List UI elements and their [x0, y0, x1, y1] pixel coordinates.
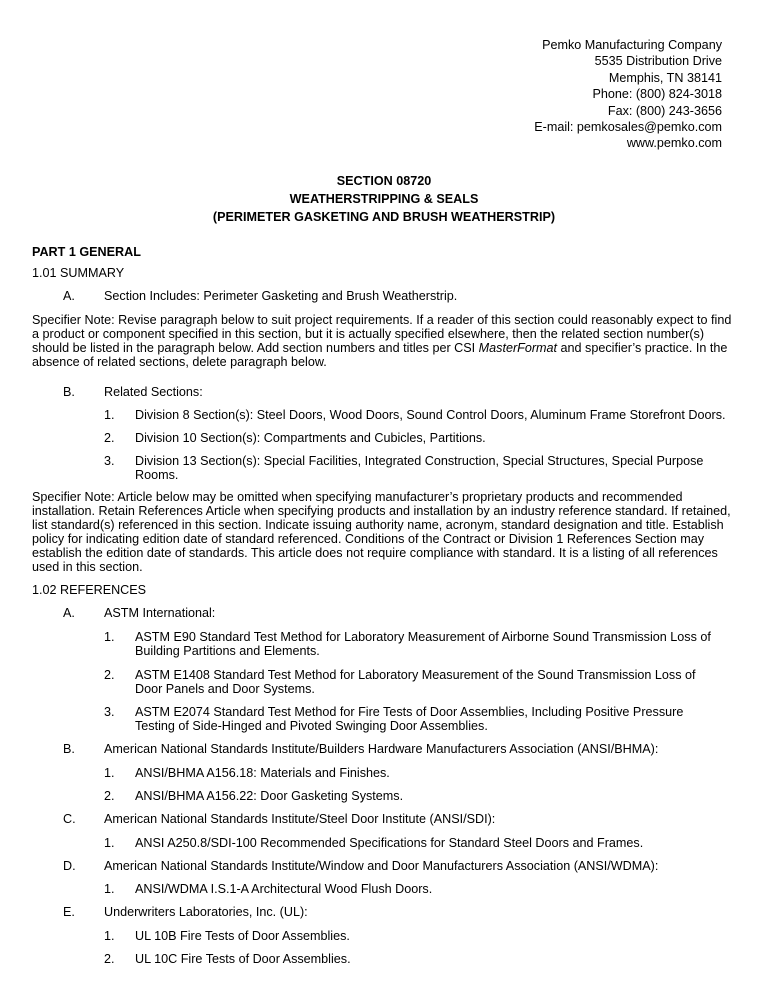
- item-text: Underwriters Laboratories, Inc. (UL):: [104, 905, 308, 919]
- subitem-text: UL 10C Fire Tests of Door Assemblies.: [135, 952, 351, 966]
- subitem-text: ANSI/BHMA A156.22: Door Gasketing Systems.: [135, 789, 404, 803]
- item-text: ASTM International:: [104, 606, 216, 620]
- subitem-text: Division 13 Section(s): Special Facilities, Integrated Construction, Special Structures, Special Purpose Rooms.: [135, 454, 704, 482]
- item-text: American National Standards Institute/Steel Door Institute (ANSI/SDI):: [104, 812, 496, 826]
- item-label: A.: [63, 606, 75, 620]
- article-heading-summary: 1.01 SUMMARY: [32, 266, 125, 280]
- section-title: WEATHERSTRIPPING & SEALS: [289, 192, 479, 206]
- company-email: E-mail: pemkosales@pemko.com: [534, 120, 722, 135]
- item-text: Section Includes: Perimeter Gasketing and Brush Weatherstrip.: [104, 289, 458, 303]
- article-heading-references: 1.02 REFERENCES: [32, 583, 147, 597]
- item-label: A.: [63, 289, 75, 303]
- subitem-number: 2.: [104, 431, 115, 445]
- item-label: C.: [63, 812, 76, 826]
- subitem-number: 1.: [104, 836, 115, 850]
- subitem-text: ASTM E1408 Standard Test Method for Laboratory Measurement of the Sound Transmission Loss of Door Panels and Door Systems.: [135, 668, 696, 696]
- company-fax: Fax: (800) 243-3656: [607, 103, 722, 118]
- item-text: American National Standards Institute/Builders Hardware Manufacturers Association (ANSI/BHMA):: [104, 742, 659, 756]
- subitem-number: 1.: [104, 408, 115, 422]
- item-text: Related Sections:: [104, 385, 203, 399]
- company-phone: Phone: (800) 824-3018: [592, 87, 722, 102]
- section-heading: [0, 172, 768, 226]
- subitem-text: ASTM E2074 Standard Test Method for Fire Tests of Door Assemblies, Including Positive Pressure Testing of Side-Hinged and Pivoted Swinging Door Assemblies.: [135, 705, 684, 733]
- subitem-number: 1.: [104, 630, 115, 644]
- part-title: PART 1 GENERAL: [32, 245, 141, 259]
- subitem-text: ANSI/WDMA I.S.1-A Architectural Wood Flush Doors.: [135, 882, 433, 896]
- subitem-number: 1.: [104, 766, 115, 780]
- company-website: www.pemko.com: [626, 136, 722, 151]
- subitem-text: Division 10 Section(s): Compartments and Cubicles, Partitions.: [135, 431, 486, 445]
- note-italic-term: MasterFormat: [478, 341, 558, 355]
- note-text: Specifier Note: Revise paragraph below to suit project requirements. If a reader of this section could reasonably expect to find a product or component specified in this section, but it is actually specified elsewhere, then the related section number(s) should be listed in the paragraph below. Add section numbers and titles per CSI: [32, 313, 732, 355]
- subitem-number: 1.: [104, 929, 115, 943]
- specifier-note: Specifier Note: Article below may be omitted when specifying manufacturer’s proprietary products and recommended installation. Retain References Article when specifying products and installation by an industry reference standard. If retained, list standard(s) referenced in this section. Indicate issuing authority name, acronym, standard designation and title. Establish policy for indicating edition date of standard referenced. Conditions of the Contract or Division 1 References Section may establish the edition date of standards. This article does not require compliance with standard. It is a listing of all references used in this section.: [32, 490, 731, 574]
- item-label: B.: [63, 385, 75, 399]
- company-name: Pemko Manufacturing Company: [542, 38, 722, 52]
- subitem-text: Division 8 Section(s): Steel Doors, Wood Doors, Sound Control Doors, Aluminum Frame Storefront Doors.: [135, 408, 726, 422]
- section-subtitle: (PERIMETER GASKETING AND BRUSH WEATHERSTRIP): [212, 210, 556, 224]
- subitem-number: 3.: [104, 705, 115, 719]
- subitem-text: UL 10B Fire Tests of Door Assemblies.: [135, 929, 350, 943]
- company-street: 5535 Distribution Drive: [594, 54, 722, 69]
- specifier-note: [32, 313, 732, 369]
- company-address-block: [534, 37, 722, 152]
- subitem-number: 1.: [104, 882, 115, 896]
- subitem-number: 2.: [104, 668, 115, 682]
- note-text: and specifier’s practice. In the absence of related sections, delete paragraph below.: [32, 341, 728, 369]
- subitem-number: 3.: [104, 454, 115, 468]
- subitem-number: 2.: [104, 789, 115, 803]
- subitem-text: ANSI A250.8/SDI-100 Recommended Specifications for Standard Steel Doors and Frames.: [135, 836, 644, 850]
- subitem-text: ANSI/BHMA A156.18: Materials and Finishes.: [135, 766, 390, 780]
- subitem-number: 2.: [104, 952, 115, 966]
- item-text: American National Standards Institute/Window and Door Manufacturers Association (ANSI/WDMA):: [104, 859, 659, 873]
- item-label: E.: [63, 905, 75, 919]
- item-label: B.: [63, 742, 75, 756]
- item-label: D.: [63, 859, 76, 873]
- company-city: Memphis, TN 38141: [608, 70, 722, 85]
- subitem-text: ASTM E90 Standard Test Method for Laboratory Measurement of Airborne Sound Transmission Loss of Building Partitions and Elements.: [135, 630, 711, 658]
- section-number: SECTION 08720: [336, 174, 432, 188]
